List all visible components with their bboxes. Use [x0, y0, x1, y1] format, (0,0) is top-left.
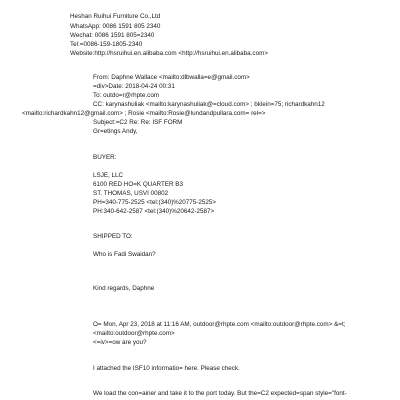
wechat-number: Wechat: 0086 1591 805=2340: [70, 32, 155, 39]
telephone-number: Tel:=0086-159-1805-2340: [70, 41, 143, 48]
subject-line: Subject:=C2 Re: Re: ISF FORM: [93, 119, 183, 126]
from-line: From: Daphne Wallace <mailto:dlbwalla=e@gmail.com>: [93, 74, 250, 81]
to-line: To: outdo=r@rhpte.com: [93, 92, 160, 99]
whatsapp-number: WhatsApp: 0086 1591 805 2340: [70, 23, 161, 30]
quoted-greeting-line: <=iv>=ow are you?: [93, 339, 147, 346]
buyer-phone-1: PH=340-775-2525 <tel:(340)%20775-2525>: [93, 199, 217, 206]
quoted-header-line: O= Mon, Apr 23, 2018 at 11:16 AM, outdoor@rhpte.com <mailto:outdoor@rhpte.com> &=t;: [93, 321, 346, 328]
buyer-phone-2: PH:340-642-2587 <tel:(340)%20642-2587>: [93, 208, 215, 215]
cc-line: CC: karynashuliak <mailto:karynashuliak@=cloud.com> ; bklein=75; richardkahn12: [93, 101, 325, 108]
shipped-to-label: SHIPPED TO:: [93, 233, 133, 240]
website-link[interactable]: Website:http://hsruihui.en.alibaba.com <http://hsruihui.en.alibaba.com>: [70, 50, 269, 57]
quoted-header-mailto: <mailto:outdoor@rhpte.com>: [93, 330, 175, 337]
attachment-note: I attached the ISF10 informatio= here. Please check.: [93, 365, 240, 372]
greeting-line: Gr=etings Andy,: [93, 128, 138, 135]
container-load-line: We load the con=ainer and take it to the port today. But the=C2 expected=span style="font-: [93, 390, 347, 397]
buyer-name: LSJE, LLC: [93, 172, 124, 179]
regards-line: Kind regards, Daphne: [93, 285, 155, 292]
buyer-address-line1: 6100 RED HO=K QUARTER B3: [93, 181, 183, 188]
cc-line-continued: <mailto:richardkahn12@gmail.com> ; Rosie <mailto:Rosie@lundandpullara.com= rel=>: [22, 110, 266, 117]
buyer-address-line2: ST. THOMAS, USVI 00802: [93, 190, 169, 197]
company-name: Heshan Ruihui Furniture Co.,Ltd: [70, 13, 161, 20]
buyer-label: BUYER:: [93, 154, 117, 161]
date-line: =div>Date: 2018-04-24 00:31: [93, 83, 175, 90]
question-line: Who is Fadi Swaidan?: [93, 251, 156, 258]
